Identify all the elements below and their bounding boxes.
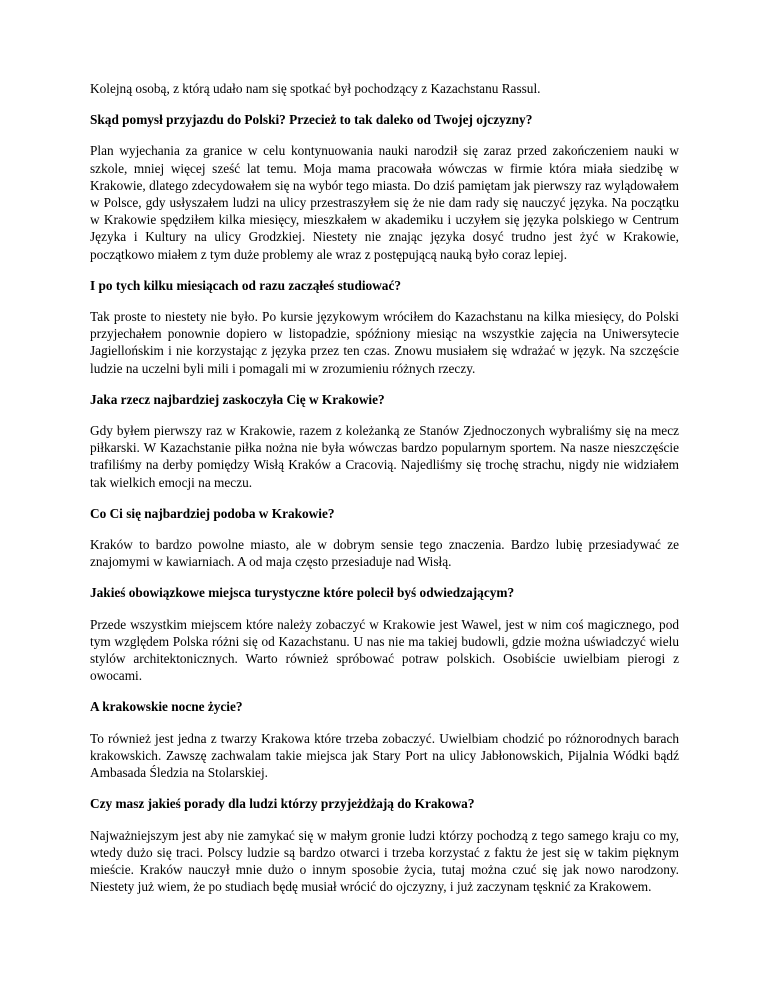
intro-paragraph: Kolejną osobą, z którą udało nam się spotkać był pochodzący z Kazachstanu Rassul. (90, 81, 541, 96)
question-heading: Czy masz jakieś porady dla ludzi którzy przyjeżdżają do Krakowa? (90, 796, 475, 812)
answer-paragraph: Najważniejszym jest aby nie zamykać się w małym gronie ludzi którzy pochodzą z tego samego kraju co my, wtedy dużo się traci. Polscy ludzie są bardzo otwarci i trzeba korzystać z faktu że jest się w takim pięknym mieście. Kraków nauczył mnie dużo o innym sposobie życia, tutaj można czuć się jak nowo narodzony. Niestety już wiem, że po studiach będę musiał wrócić do ojczyzny, i już zaczynam tęsknić za Krakowem. (90, 827, 679, 895)
answer-paragraph: Gdy byłem pierwszy raz w Krakowie, razem z koleżanką ze Stanów Zjednoczonych wybraliśmy się na mecz piłkarski. W Kazachstanie piłka nożna nie była wówczas bardzo popularnym sportem. Na nasze nieszczęście trafiliśmy na derby pomiędzy Wisłą Kraków a Cracovią. Najedliśmy się trochę strachu, nigdy nie widziałem tak wielkich emocji na meczu. (90, 423, 679, 490)
answer-paragraph: Tak proste to niestety nie było. Po kursie językowym wróciłem do Kazachstanu na kilka miesięcy, do Polski przyjechałem ponownie dopiero w listopadzie, spóźniony miesiąc na wszystkie zajęcia na Uniwersytecie Jagiellońskim i nie korzystając z języka przez ten czas. Znowu musiałem się wdrażać w język. Na szczęście ludzie na uczelni byli mili i pomagali mi w zrozumieniu różnych rzeczy. (90, 309, 679, 376)
question-heading: Jaka rzecz najbardziej zaskoczyła Cię w Krakowie? (90, 391, 385, 407)
answer-paragraph: Przede wszystkim miejscem które należy zobaczyć w Krakowie jest Wawel, jest w nim coś magicznego, pod tym względem Polska różni się od Kazachstanu. U nas nie ma takiej budowli, gdzie można uświadczyć wielu stylów architektonicznych. Warto również spróbować potraw polskich. Osobiście uwielbiam pierogi z owocami. (90, 616, 679, 684)
question-heading: A krakowskie nocne życie? (90, 699, 243, 715)
answer-paragraph: To również jest jedna z twarzy Krakowa które trzeba zobaczyć. Uwielbiam chodzić po różnorodnych barach krakowskich. Zawszę zachwalam takie miejsca jak Stary Port na ulicy Jabłonowskich, Pijalnia Wódki bądź Ambasada Śledzia na Stolarskiej. (90, 730, 679, 781)
question-heading: Skąd pomysł przyjazdu do Polski? Przecież to tak daleko od Twojej ojczyzny? (90, 112, 533, 128)
question-heading: Co Ci się najbardziej podoba w Krakowie? (90, 505, 335, 521)
question-heading: Jakieś obowiązkowe miejsca turystyczne które polecił byś odwiedzającym? (90, 585, 515, 601)
answer-paragraph: Kraków to bardzo powolne miasto, ale w dobrym sensie tego znaczenia. Bardzo lubię przesiadywać ze znajomymi w kawiarniach. A od maja często przesiaduje nad Wisłą. (90, 537, 679, 570)
document-page (90, 80, 679, 909)
answer-paragraph: Plan wyjechania za granice w celu kontynuowania nauki narodził się zaraz przed zakończeniem nauki w szkole, mniej więcej sześć lat temu. Moja mama pracowała wówczas w firmie która miała siedzibę w Krakowie, dlatego zdecydowałem się na wybór tego miasta. Do dziś pamiętam jak pierwszy raz wylądowałem w Polsce, gdy usłyszałem ludzi na ulicy przestraszyłem się że nie dam rady się nauczyć języka. Na początku w Krakowie spędziłem kilka miesięcy, mieszkałem w akademiku i uczyłem się języka polskiego w Centrum Języka i Kultury na ulicy Grodzkiej. Niestety nie znając języka dosyć trudno jest żyć w Krakowie, początkowo miałem z tym duże problemy ale wraz z postępującą nauką było coraz lepiej. (90, 143, 679, 262)
question-heading: I po tych kilku miesiącach od razu zacząłeś studiować? (90, 277, 401, 293)
